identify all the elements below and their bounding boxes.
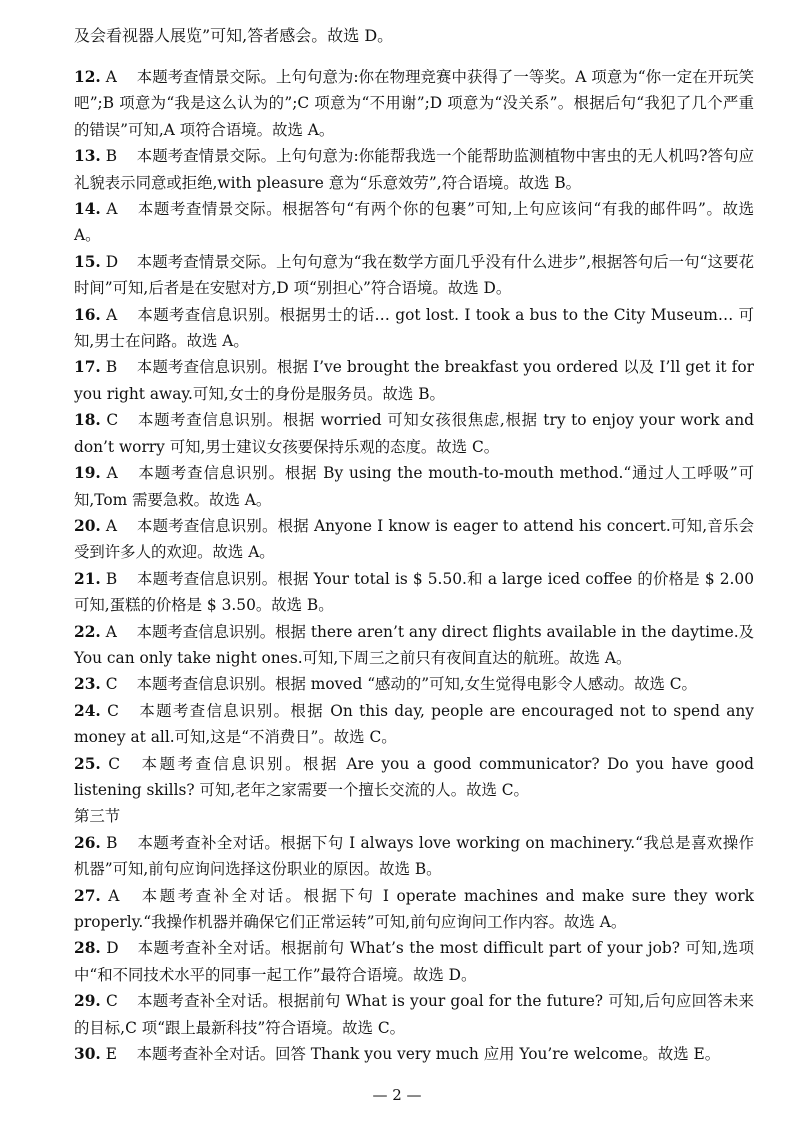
explanation-text: 本题考查信息识别。根据 Your total is $ 5.50.和 a large iced coffee 的价格是 $ 2.00 可知,蛋糕的价格是 $ 3.50。故选 B。 — [74, 569, 754, 615]
question-number: 24. — [74, 701, 101, 720]
answer-letter: D — [106, 939, 119, 958]
question-number: 18. — [74, 411, 101, 430]
answer-item — [74, 883, 754, 936]
explanation-text: 本题考查信息识别。根据 there aren’t any direct flights available in the daytime.及 You can only take night ones.可知,下周三之前只有夜间直达的航班。故选 A。 — [74, 622, 754, 667]
answer-item — [74, 566, 754, 619]
question-number: 21. — [74, 569, 101, 588]
answer-letter: A — [106, 305, 118, 324]
explanation-text: 本题考查信息识别。根据 Anyone I know is eager to attend his concert.可知,音乐会受到许多人的欢迎。故选 A。 — [74, 516, 754, 562]
answer-letter: C — [105, 675, 118, 694]
question-number: 16. — [74, 305, 101, 324]
answer-list — [74, 64, 754, 1067]
answer-letter: B — [106, 833, 118, 852]
answer-letter: D — [105, 252, 119, 271]
explanation-text: 本题考查情景交际。上句句意为:你在物理竞赛中获得了一等奖。A 项意为“你一定在开玩笑吧”;B 项意为“我是这么认为的”;C 项意为“不用谢”;D 项意为“没关系”。根据后句“我犯了几个严重的错误”可知,A 项符合语境。故选 A。 — [74, 68, 754, 139]
question-number: 12. — [74, 68, 101, 86]
answer-letter: E — [105, 1045, 117, 1064]
explanation-text: 本题考查情景交际。根据答句“有两个你的包裹”可知,上句应该问“有我的邮件吗”。故选 A。 — [74, 200, 754, 245]
answer-item — [74, 196, 754, 249]
explanation-text: 本题考查情景交际。上句句意为:你能帮我选一个能帮助监测植物中害虫的无人机吗?答句应礼貌表示同意或拒绝,with pleasure 意为“乐意效劳”,符合语境。故选 B。 — [74, 147, 754, 192]
page-number: — 2 — — [372, 1086, 422, 1104]
answer-item — [74, 354, 754, 407]
answer-letter: C — [107, 701, 119, 720]
answer-letter: A — [106, 464, 118, 483]
answer-item — [74, 513, 754, 566]
explanation-text: 本题考查情景交际。上句句意为“我在数学方面几乎没有什么进步”,根据答句后一句“这要花时间”可知,后者是在安慰对方,D 项“别担心”符合语境。故选 D。 — [74, 252, 754, 298]
answer-item — [74, 935, 754, 988]
answer-item — [74, 1041, 754, 1067]
explanation-text: 本题考查补全对话。回答 Thank you very much 应用 You’re welcome。故选 E。 — [136, 1045, 721, 1064]
answer-letter: A — [108, 886, 120, 905]
question-number: 17. — [74, 358, 101, 377]
question-number: 30. — [74, 1045, 101, 1064]
explanation-text: 本题考查信息识别。根据 Are you a good communicator? Do you have good listening skills? 可知,老年之家需要一个擅长交流的人。故选 C。 — [74, 754, 754, 799]
answer-letter: A — [105, 68, 117, 86]
answer-letter: C — [106, 411, 119, 430]
answer-letter: C — [105, 992, 118, 1011]
answer-letter: B — [105, 569, 118, 588]
answer-group-part-b — [74, 830, 754, 1068]
explanation-text: 本题考查补全对话。根据前句 What is your goal for the future? 可知,后句应回答未来的目标,C 项“跟上最新科技”符合语境。故选 C。 — [74, 992, 754, 1037]
answer-item — [74, 302, 754, 355]
question-number: 20. — [74, 516, 101, 535]
question-number: 27. — [74, 886, 101, 905]
question-number: 28. — [74, 939, 101, 958]
answer-group-part-a — [74, 64, 754, 803]
explanation-text: 本题考查补全对话。根据前句 What’s the most difficult part of your job? 可知,选项中“和不同技术水平的同事一起工作”最符合语境。故选 D。 — [74, 939, 754, 984]
answer-item — [74, 698, 754, 751]
question-number: 25. — [74, 754, 101, 773]
answer-item — [74, 143, 754, 196]
cut-off-top-line — [74, 26, 754, 58]
answer-letter: B — [105, 358, 118, 377]
question-number: 13. — [74, 147, 101, 166]
answer-letter: A — [105, 622, 117, 641]
answer-item — [74, 671, 754, 697]
answer-letter: B — [105, 147, 118, 166]
answer-item — [74, 460, 754, 513]
answer-letter: A — [106, 200, 118, 219]
question-number: 26. — [74, 833, 101, 852]
explanation-text: 本题考查信息识别。根据 worried 可知女孩很焦虑,根据 try to enjoy your work and don’t worry 可知,男士建议女孩要保持乐观的态度。故选 C。 — [74, 411, 754, 456]
answer-item — [74, 619, 754, 672]
answer-item — [74, 64, 754, 143]
explanation-text: 本题考查补全对话。根据下句 I always love working on machinery.“我总是喜欢操作机器”可知,前句应询问选择这份职业的原因。故选 B。 — [74, 833, 754, 879]
question-number: 14. — [74, 200, 101, 219]
explanation-text: 本题考查信息识别。根据 I’ve brought the breakfast you ordered 以及 I’ll get it for you right away.可知,女士的身份是服务员。故选 B。 — [74, 358, 754, 403]
explanation-text: 本题考查信息识别。根据 By using the mouth-to-mouth method.“通过人工呼吸”可知,Tom 需要急救。故选 A。 — [74, 464, 754, 509]
answer-item — [74, 751, 754, 804]
answer-letter: A — [105, 516, 118, 535]
question-number: 19. — [74, 464, 101, 483]
answer-item — [74, 249, 754, 302]
question-number: 23. — [74, 675, 101, 694]
question-number: 29. — [74, 992, 101, 1011]
section-title: 第三节 — [74, 807, 121, 826]
explanation-text: 本题考查补全对话。根据下句 I operate machines and make sure they work properly.“我操作机器并确保它们正常运转”可知,前句应询问工作内容。故选 A。 — [74, 886, 754, 931]
explanation-text: 本题考查信息识别。根据男士的话… got lost. I took a bus to the City Museum… 可知,男士在问路。故选 A。 — [74, 305, 754, 351]
answer-item — [74, 988, 754, 1041]
cut-off-text: 及会看视器人展览”可知,答者感会。故选 D。 — [74, 26, 394, 45]
explanation-text: 本题考查信息识别。根据 On this day, people are encouraged not to spend any money at all.可知,这是“不消费日”。故选 C。 — [74, 701, 754, 747]
explanation-text: 本题考查信息识别。根据 moved “感动的”可知,女生觉得电影令人感动。故选 C。 — [136, 675, 697, 694]
answer-item — [74, 407, 754, 460]
question-number: 22. — [74, 622, 101, 641]
question-number: 15. — [74, 252, 101, 271]
answer-item — [74, 830, 754, 883]
answer-letter: C — [108, 754, 120, 773]
